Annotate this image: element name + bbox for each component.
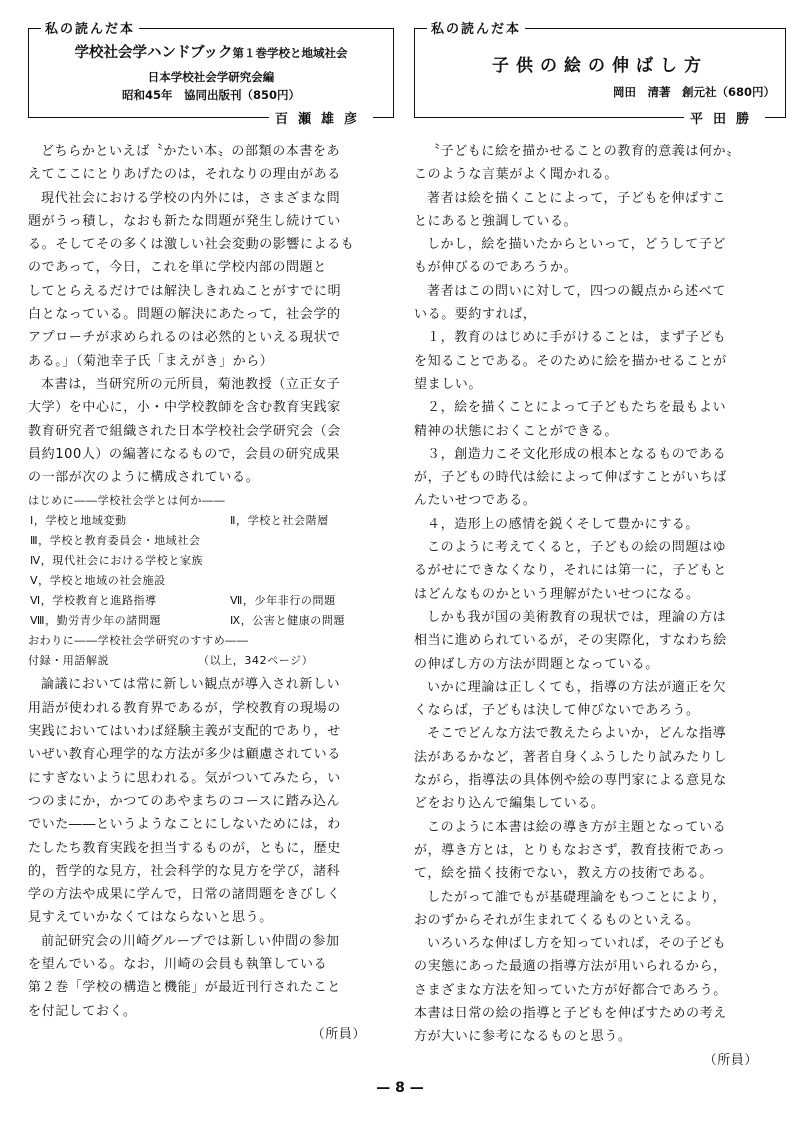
toc-row <box>28 611 394 631</box>
left-book-subtitle: 第１巻学校と地域社会 <box>232 46 348 60</box>
toc-row <box>28 511 394 531</box>
text-line: そこでどんな方法で教えたらよいか，どんな指導 <box>427 726 727 742</box>
left-paragraphs-top <box>28 140 394 489</box>
text-line: 見すえていかなくてはならないと思う。 <box>28 910 273 926</box>
text-line: いろいろな伸ばし方を知っていれば，その子ども <box>427 936 727 952</box>
text-line: 実践においてはいわば経験主義が支配的であり，せ <box>28 724 341 740</box>
text-line: 前記研究会の川崎グループでは新しい仲間の参加 <box>41 933 340 949</box>
text-line: るがせにできなくなり，それには第一に，子どもと <box>414 563 727 579</box>
toc-item: Ⅶ，少年非行の問題 <box>230 594 336 608</box>
text-line: １，教育のはじめに手がけることは，まず子ども <box>427 330 727 346</box>
text-line: さまざまな方法を知っていた方が好都合であろう。 <box>414 982 727 998</box>
text-line: たしたち教育実践を担当するものが，ともに，歴史 <box>28 840 341 856</box>
page-number: — 8 — <box>376 1080 424 1096</box>
toc-item: Ⅲ，学校と教育委員会・地域社会 <box>30 534 201 548</box>
text-line: 方が大いに参考になるものと思う。 <box>414 1029 632 1045</box>
text-line: にすぎないように思われる。気がついてみたら，い <box>28 770 341 786</box>
text-line: 員約100人）の編著になるもので，会員の研究成果 <box>28 446 340 462</box>
toc-outro: おわりに――学校社会学研究のすすめ―― <box>28 634 249 648</box>
text-line: の伸ばし方の方法が問題となっている。 <box>414 656 659 672</box>
text-line: くならば，子どもは決して伸びないであろう。 <box>414 703 700 719</box>
text-line: 第２巻「学校の構造と機能」が最近刊行されたこと <box>28 980 341 996</box>
text-line: 精神の状態におくことができる。 <box>414 423 619 439</box>
text-line: でいた――というようなことにしないためには，わ <box>28 817 341 833</box>
text-line: 著者は絵を描くことによって，子どもを伸ばすこ <box>427 190 726 206</box>
text-line: 著者はこの問いに対して，四つの観点から述べて <box>427 283 726 299</box>
text-line: いる。要約すれば， <box>414 307 537 323</box>
text-line: アプローチが求められるのは必然的といえる現状で <box>28 330 341 346</box>
toc-row <box>28 591 394 611</box>
toc-item: Ⅱ，学校と社会階層 <box>230 514 329 528</box>
text-line: て，絵を描く技術でない，教え方の技術である。 <box>414 866 713 882</box>
text-line: ４，造形上の感情を鋭くそして豊かにする。 <box>427 516 700 532</box>
text-line: ある。」（菊池幸子氏「まえがき」から） <box>28 353 274 369</box>
text-line: このように考えてくると，子どもの絵の問題はゆ <box>427 540 727 556</box>
text-line: 用語が使われる教育界であるが，学校教育の現場の <box>28 700 341 716</box>
text-line: 望ましい。 <box>414 376 483 392</box>
text-line: 本書は日常の絵の指導と子どもを伸ばすための考え <box>414 1005 727 1021</box>
text-line: 論議においては常に新しい観点が導入され新しい <box>41 677 341 693</box>
toc-items <box>28 511 394 631</box>
text-line: どちらかといえば〝かたい本〟の部類の本書をあ <box>41 144 341 159</box>
left-review-body <box>28 140 394 1046</box>
left-pub-info: 昭和45年 協同出版刊（850円） <box>121 88 300 102</box>
toc-item: Ⅸ，公害と健康の問題 <box>230 614 346 628</box>
toc-item: Ⅳ，現代社会における学校と家族 <box>30 554 204 568</box>
text-line: が，導き方とは，とりもなおさず，教育技術であっ <box>414 842 726 858</box>
text-line: このように本書は絵の導き方が主題となっている <box>427 819 727 835</box>
right-signoff: （所員） <box>703 1052 758 1068</box>
text-line: したがって誰でもが基礎理論をもつことにより， <box>427 889 727 905</box>
text-line: の実態にあった最適の指導方法が用いられるから， <box>414 959 727 975</box>
text-line: してとらえるだけでは解決しきれぬことがすでに明 <box>28 283 342 299</box>
text-line: が，子どもの時代は絵によって伸ばすことがいちば <box>414 470 727 486</box>
right-book-title: 子供の絵の伸ばし方 <box>492 56 708 76</box>
right-review-body <box>414 140 786 1072</box>
toc-appendix-line <box>28 651 394 671</box>
text-line: を望んでいる。なお，川崎の会員も執筆している <box>28 957 328 973</box>
text-line: る。そしてその多くは激しい社会変動の影響によるも <box>28 237 355 253</box>
text-line: このような言葉がよく聞かれる。 <box>414 167 619 183</box>
text-line: 教育研究者で組織された日本学校社会学研究会（会 <box>28 423 341 439</box>
text-line: つのまにか，かつてのあやまちのコースに踏み込ん <box>28 793 341 809</box>
text-line: 相当に進められているが，その実際化，すなわち絵 <box>414 633 727 649</box>
text-line: 白となっている。問題の解決にあたって，社会学的 <box>28 307 341 323</box>
toc-item: Ⅴ，学校と地域の社会施設 <box>30 574 166 588</box>
right-reviewer-name: 平田勝 <box>684 108 765 127</box>
table-of-contents <box>28 491 394 671</box>
text-line: ながら，指導法の具体例や絵の専門家による意見な <box>414 773 727 789</box>
text-line: どをおり込んで編集している。 <box>414 796 605 812</box>
right-book-info-box <box>414 22 786 127</box>
left-book-info-box <box>28 22 394 127</box>
text-line: えてここにとりあげたのは，それなりの理由がある <box>28 167 341 183</box>
left-reviewer-name: 百瀬雄彦 <box>269 108 373 127</box>
toc-intro: はじめに――学校社会学とは何か―― <box>28 494 226 508</box>
right-paragraphs <box>414 140 786 1049</box>
text-line: んたいせつである。 <box>414 493 537 509</box>
text-line: を知ることである。そのために絵を描かせることが <box>414 353 727 369</box>
text-line: いぜい教育心理学的な方法が多少は顧慮されている <box>28 747 341 763</box>
left-box-label: 私の読んだ本 <box>41 18 139 37</box>
toc-item: Ⅷ，勤労青少年の諸問題 <box>30 614 162 628</box>
toc-row <box>28 551 394 571</box>
text-line: 本書は，当研究所の元所員，菊池教授（立正女子 <box>41 376 341 392</box>
left-publisher-line: 日本学校社会学研究会編 <box>147 70 275 84</box>
left-paragraphs-bottom <box>28 673 394 1022</box>
toc-item: Ⅵ，学校教育と進路指導 <box>30 594 157 608</box>
text-line: ３，創造力こそ文化形成の根本となるものである <box>427 446 727 462</box>
text-line: しかし，絵を描いたからといって，どうして子ど <box>427 237 726 253</box>
text-line: 〝子どもに絵を描かせることの教育的意義は何か〟 <box>427 144 740 159</box>
text-line: しかも我が国の美術教育の現状では，理論の方は <box>427 609 727 625</box>
toc-item: Ⅰ，学校と地域変動 <box>30 514 127 528</box>
toc-appendix: 付録・用語解説 <box>28 654 110 668</box>
text-line: 大学）を中心に，小・中学校教師を含む教育実践家 <box>28 400 341 416</box>
text-line: 現代社会における学校の内外には，さまざまな問 <box>41 190 341 206</box>
text-line: もが伸びるのであろうか。 <box>414 260 578 276</box>
text-line: 法があるかなど，著者自身くふうしたり試みたりし <box>414 749 727 765</box>
toc-pages: （以上，342ページ） <box>198 654 314 668</box>
text-line: いかに理論は正しくても，指導の方法が適正を欠 <box>427 679 727 695</box>
right-author-publisher: 岡田 清著 創元社（680円） <box>612 85 775 99</box>
right-box-label: 私の読んだ本 <box>427 18 525 37</box>
text-line: おのずからそれが生まれてくるものといえる。 <box>414 912 700 928</box>
left-book-title-line <box>29 41 393 62</box>
text-line: のであって，今日，これを単に学校内部の問題と <box>28 260 327 276</box>
text-line: 的，哲学的な見方，社会科学的な見方を学び，諸科 <box>28 863 341 879</box>
text-line: を付記しておく。 <box>28 1003 137 1019</box>
text-line: ２，絵を描くことによって子どもたちを最もよい <box>427 400 727 416</box>
toc-row <box>28 531 394 551</box>
left-book-title: 学校社会学ハンドブック <box>74 45 233 61</box>
text-line: の一部が次のように構成されている。 <box>28 470 260 486</box>
text-line: はどんなものかという理解がたいせつになる。 <box>414 586 700 602</box>
text-line: 学の方法や成果に学んで，日常の諸問題をきびしく <box>28 887 341 903</box>
text-line: 題がうっ積し，なおも新たな問題が発生し続けてい <box>28 213 341 229</box>
toc-row <box>28 571 394 591</box>
text-line: とにあると強調している。 <box>414 213 578 229</box>
left-signoff: （所員） <box>311 1026 366 1042</box>
